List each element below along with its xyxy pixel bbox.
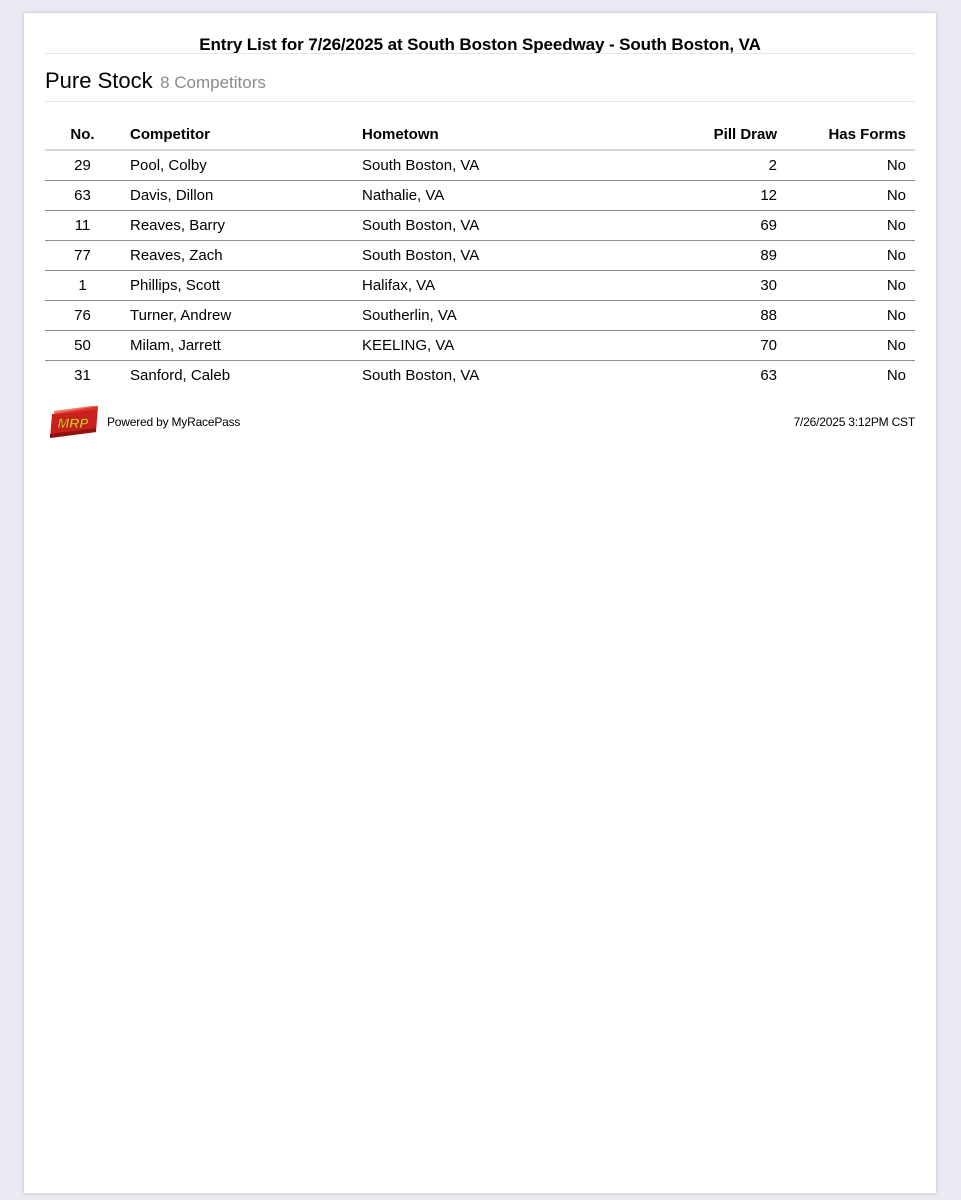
cell-competitor: Davis, Dillon — [120, 181, 352, 211]
cell-pill-draw: 30 — [592, 271, 802, 301]
table-row — [45, 271, 915, 301]
cell-no: 77 — [45, 241, 120, 271]
table-row — [45, 241, 915, 271]
page-footer — [48, 406, 915, 440]
table-row — [45, 150, 915, 181]
cell-hometown: South Boston, VA — [362, 367, 480, 384]
title-divider — [45, 53, 915, 54]
header-no: No. — [45, 119, 120, 150]
cell-pill-draw: 70 — [592, 331, 802, 361]
header-competitor: Competitor — [120, 119, 352, 150]
cell-competitor: Turner, Andrew — [120, 301, 352, 331]
table-row — [45, 181, 915, 211]
cell-hometown: Halifax, VA — [352, 271, 592, 301]
powered-by-text: Powered by MyRacePass — [107, 415, 241, 429]
cell-has-forms: No — [802, 301, 915, 331]
cell-competitor: Milam, Jarrett — [120, 331, 352, 361]
cell-pill-draw: 88 — [592, 301, 802, 331]
table-header-row — [45, 119, 915, 150]
cell-pill-draw: 63 — [760, 367, 777, 384]
myracepass-logo-icon — [48, 406, 100, 438]
cell-competitor: Reaves, Zach — [120, 241, 352, 271]
generated-timestamp: 7/26/2025 3:12PM CST — [793, 415, 915, 429]
table-row — [45, 301, 915, 331]
class-name: Pure Stock — [45, 68, 153, 93]
cell-pill-draw: 69 — [592, 211, 802, 241]
header-pill-draw: Pill Draw — [592, 119, 802, 150]
cell-has-forms: No — [886, 367, 906, 384]
cell-hometown: KEELING, VA — [352, 331, 592, 361]
cell-pill-draw: 12 — [592, 181, 802, 211]
logo-text: MRP — [57, 415, 89, 431]
cell-no: 1 — [45, 271, 120, 301]
header-has-forms: Has Forms — [802, 119, 915, 150]
cell-no: 50 — [45, 331, 120, 361]
cell-has-forms: No — [802, 241, 915, 271]
table-row — [45, 211, 915, 241]
table-row — [45, 331, 915, 361]
cell-has-forms: No — [802, 271, 915, 301]
cell-no: 31 — [74, 367, 91, 384]
cell-competitor: Reaves, Barry — [120, 211, 352, 241]
cell-hometown: South Boston, VA — [352, 241, 592, 271]
cell-pill-draw: 2 — [592, 150, 802, 181]
cell-no: 29 — [45, 150, 120, 181]
header-hometown: Hometown — [352, 119, 592, 150]
cell-hometown: Nathalie, VA — [352, 181, 592, 211]
cell-pill-draw: 89 — [592, 241, 802, 271]
cell-has-forms: No — [802, 211, 915, 241]
document-title: Entry List for 7/26/2025 at South Boston Speedway - South Boston, VA — [199, 35, 761, 54]
cell-hometown: Southerlin, VA — [352, 301, 592, 331]
class-divider — [45, 101, 915, 102]
entry-list-page — [24, 13, 936, 1193]
cell-hometown: South Boston, VA — [352, 150, 592, 181]
cell-competitor: Phillips, Scott — [120, 271, 352, 301]
cell-competitor: Sanford, Caleb — [130, 367, 231, 384]
table-row — [45, 361, 915, 391]
entry-table — [45, 119, 915, 390]
cell-has-forms: No — [802, 181, 915, 211]
cell-competitor: Pool, Colby — [120, 150, 352, 181]
competitor-count: 8 Competitors — [160, 73, 266, 92]
cell-hometown: South Boston, VA — [352, 211, 592, 241]
class-header — [45, 68, 266, 94]
cell-no: 76 — [45, 301, 120, 331]
cell-no: 11 — [45, 211, 120, 241]
cell-no: 63 — [45, 181, 120, 211]
cell-has-forms: No — [802, 150, 915, 181]
cell-has-forms: No — [802, 331, 915, 361]
